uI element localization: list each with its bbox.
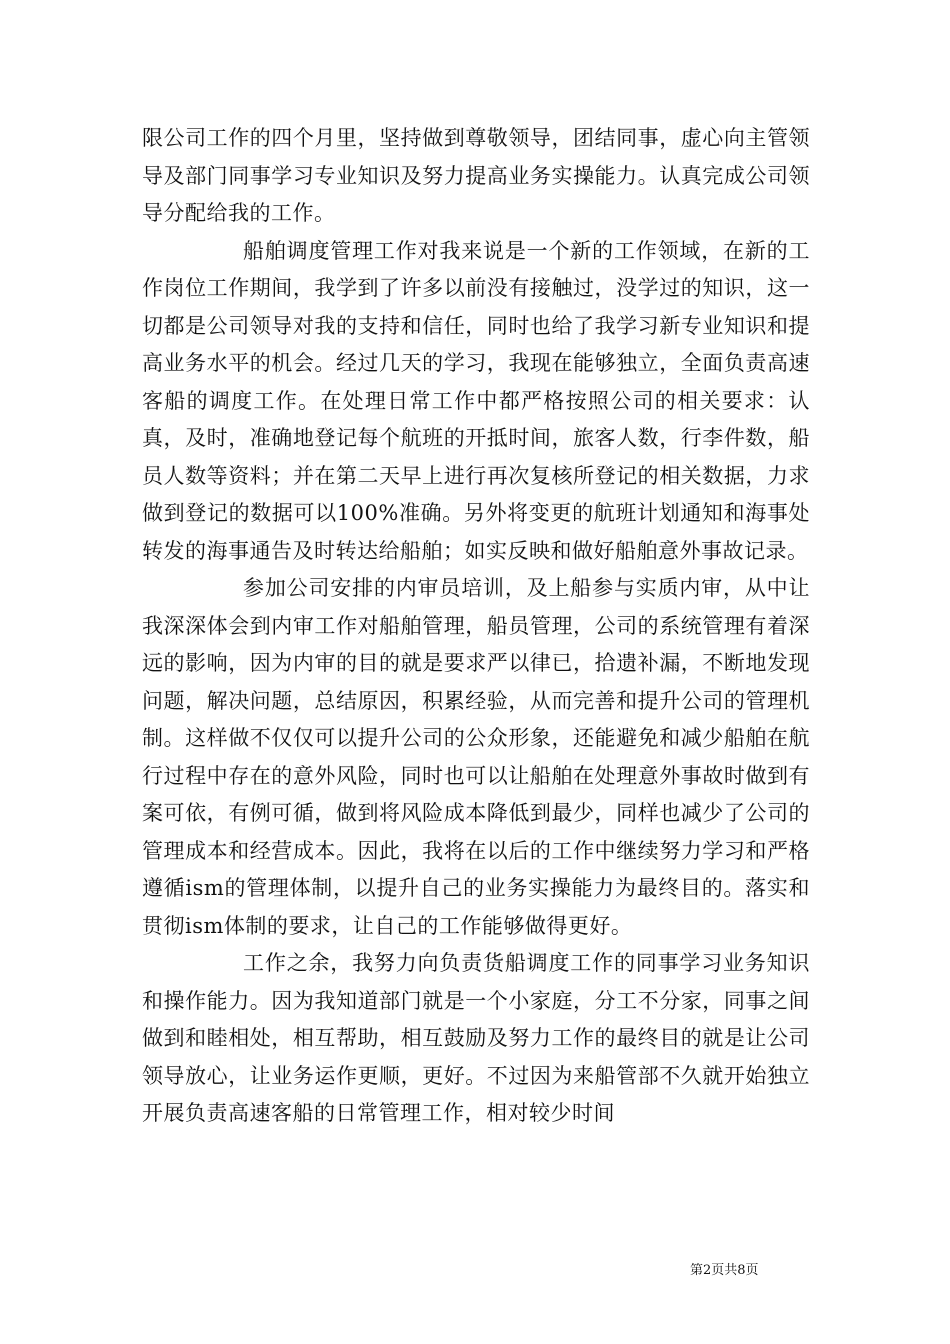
paragraph-4: 工作之余，我努力向负责货船调度工作的同事学习业务知识和操作能力。因为我知道部门就是一个小家庭，分工不分家，同事之间做到和睦相处，相互帮助，相互鼓励及努力工作的最终目的就是让公司领导放心，让业务运作更顺，更好。不过因为来船管部不久就开始独立开展负责高速客船的日常管理工作，相对较少时间 [142, 951, 810, 1125]
paragraph-2: 船舶调度管理工作对我来说是一个新的工作领域，在新的工作岗位工作期间，我学到了许多以前没有接触过，没学过的知识，这一切都是公司领导对我的支持和信任，同时也给了我学习新专业知识和提高业务水平的机会。经过几天的学习，我现在能够独立，全面负责高速客船的调度工作。在处理日常工作中都严格按照公司的相关要求：认真，及时，准确地登记每个航班的开抵时间，旅客人数，行李件数，船员人数等资料；并在第二天早上进行再次复核所登记的相关数据，力求做到登记的数据可以100%准确。另外将变更的航班计划通知和海事处转发的海事通告及时转达给船舶；如实反映和做好船舶意外事故记录。 [142, 238, 810, 563]
document-body [142, 120, 810, 1133]
page-number-footer: 第2页共8页 [690, 1263, 759, 1278]
paragraph-1: 限公司工作的四个月里，坚持做到尊敬领导，团结同事，虚心向主管领导及部门同事学习专业知识及努力提高业务实操能力。认真完成公司领导分配给我的工作。 [142, 126, 810, 225]
paragraph-3: 参加公司安排的内审员培训，及上船参与实质内审，从中让我深深体会到内审工作对船舶管理，船员管理，公司的系统管理有着深远的影响，因为内审的目的就是要求严以律已，拾遗补漏，不断地发现问题，解决问题，总结原因，积累经验，从而完善和提升公司的管理机制。这样做不仅仅可以提升公司的公众形象，还能避免和减少船舶在航行过程中存在的意外风险，同时也可以让船舶在处理意外事故时做到有案可依，有例可循，做到将风险成本降低到最少，同样也减少了公司的管理成本和经营成本。因此，我将在以后的工作中继续努力学习和严格遵循ism的管理体制，以提升自己的业务实操能力为最终目的。落实和贯彻ism体制的要求，让自己的工作能够做得更好。 [142, 576, 810, 938]
